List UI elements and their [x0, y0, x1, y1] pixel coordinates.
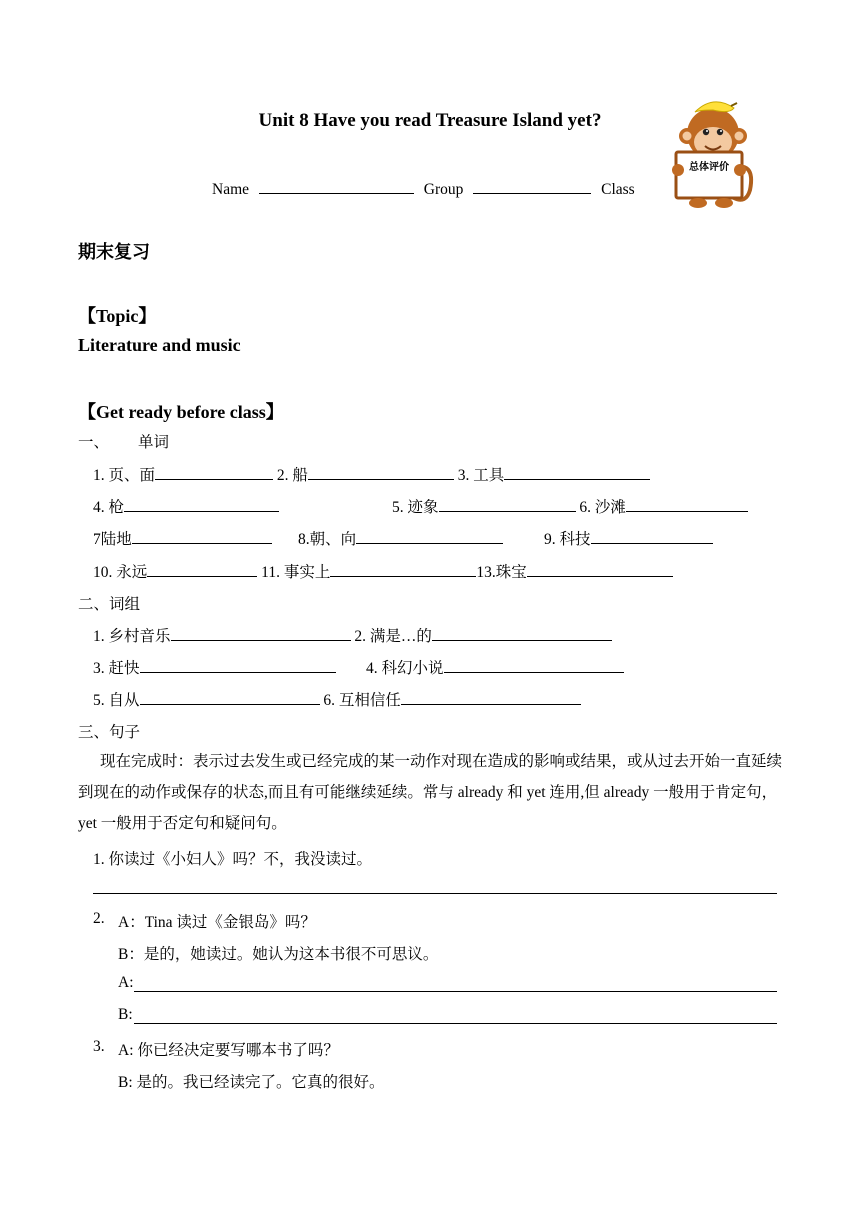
word-blank[interactable] — [155, 464, 273, 480]
word-item: 9. 科技 — [544, 527, 713, 549]
word-item: 8.朝、向 — [298, 527, 503, 549]
topic-heading: 【Topic】 — [78, 306, 157, 326]
badge-label: 总体评价 — [689, 162, 729, 173]
name-blank[interactable] — [259, 178, 414, 194]
section1-number: 一、 — [78, 434, 110, 451]
name-row — [212, 178, 635, 199]
word-blank[interactable] — [147, 561, 257, 577]
answer-line[interactable] — [93, 893, 777, 894]
answer-line-b[interactable] — [134, 1023, 777, 1024]
phrase-blank[interactable] — [432, 625, 612, 641]
phrase-item: 5. 自从 6. 互相信任 — [93, 688, 581, 710]
phrase-item: 1. 乡村音乐 2. 满是…的 — [93, 624, 612, 646]
question-3-number: 3. — [93, 1038, 105, 1055]
word-blank[interactable] — [330, 561, 476, 577]
question-3-b: B: 是的。我已经读完了。它真的很好。 — [118, 1074, 385, 1091]
word-item: 5. 迹象 6. 沙滩 — [392, 495, 748, 517]
phrase-blank[interactable] — [140, 657, 336, 673]
question-2-number: 2. — [93, 910, 105, 927]
word-item: 10. 永远 11. 事实上 13.珠宝 — [93, 560, 673, 582]
name-label: Name — [212, 181, 250, 198]
phrase-item: 3. 赶快 — [93, 656, 336, 678]
phrase-blank[interactable] — [444, 657, 624, 673]
answer-a-label: A: — [118, 974, 134, 991]
topic-text: Literature and music — [78, 335, 241, 355]
word-item: 1. 页、面 2. 船 3. 工具 — [93, 463, 650, 485]
group-label: Group — [423, 181, 464, 198]
word-blank[interactable] — [439, 496, 576, 512]
answer-b-label: B: — [118, 1006, 133, 1023]
phrase-blank[interactable] — [401, 689, 581, 705]
class-label: Class — [601, 181, 635, 198]
word-blank[interactable] — [591, 528, 713, 544]
ready-heading: 【Get ready before class】 — [78, 402, 284, 422]
word-blank[interactable] — [626, 496, 748, 512]
section3-title: 三、句子 — [78, 724, 141, 741]
phrase-blank[interactable] — [171, 625, 351, 641]
section1-title: 单词 — [138, 434, 170, 451]
page-title: Unit 8 Have you read Treasure Island yet? — [258, 110, 602, 131]
phrase-item: 4. 科幻小说 — [366, 656, 624, 678]
word-item: 7陆地 — [93, 527, 272, 549]
group-blank[interactable] — [473, 178, 591, 194]
word-blank[interactable] — [504, 464, 650, 480]
section2-title: 二、词组 — [78, 596, 141, 613]
word-blank[interactable] — [132, 528, 272, 544]
word-blank[interactable] — [527, 561, 673, 577]
word-blank[interactable] — [356, 528, 503, 544]
question-3-a: A: 你已经决定要写哪本书了吗？ — [118, 1042, 339, 1059]
word-blank[interactable] — [124, 496, 279, 512]
word-item: 4. 枪 — [93, 495, 279, 517]
phrase-blank[interactable] — [140, 689, 320, 705]
question-2-a: A：Tina 读过《金银岛》吗？ — [118, 914, 316, 931]
word-blank[interactable] — [308, 464, 454, 480]
answer-line-a[interactable] — [134, 991, 777, 992]
review-heading: 期末复习 — [78, 242, 150, 262]
question-1: 1. 你读过《小妇人》吗？不，我没读过。 — [93, 851, 373, 868]
grammar-explanation: 现在完成时：表示过去发生或已经完成的某一动作对现在造成的影响或结果，或从过去开始一直延续到现在的动作或保存的状态,而且有可能继续延续。常与 already 和 yet 连用,但 already 一般用于肯定句，yet 一般用于否定句和疑问句。 — [78, 753, 783, 832]
question-2-b: B：是的，她读过。她认为这本书很不可思议。 — [118, 946, 439, 963]
monkey-holding-sign-icon — [668, 90, 758, 218]
